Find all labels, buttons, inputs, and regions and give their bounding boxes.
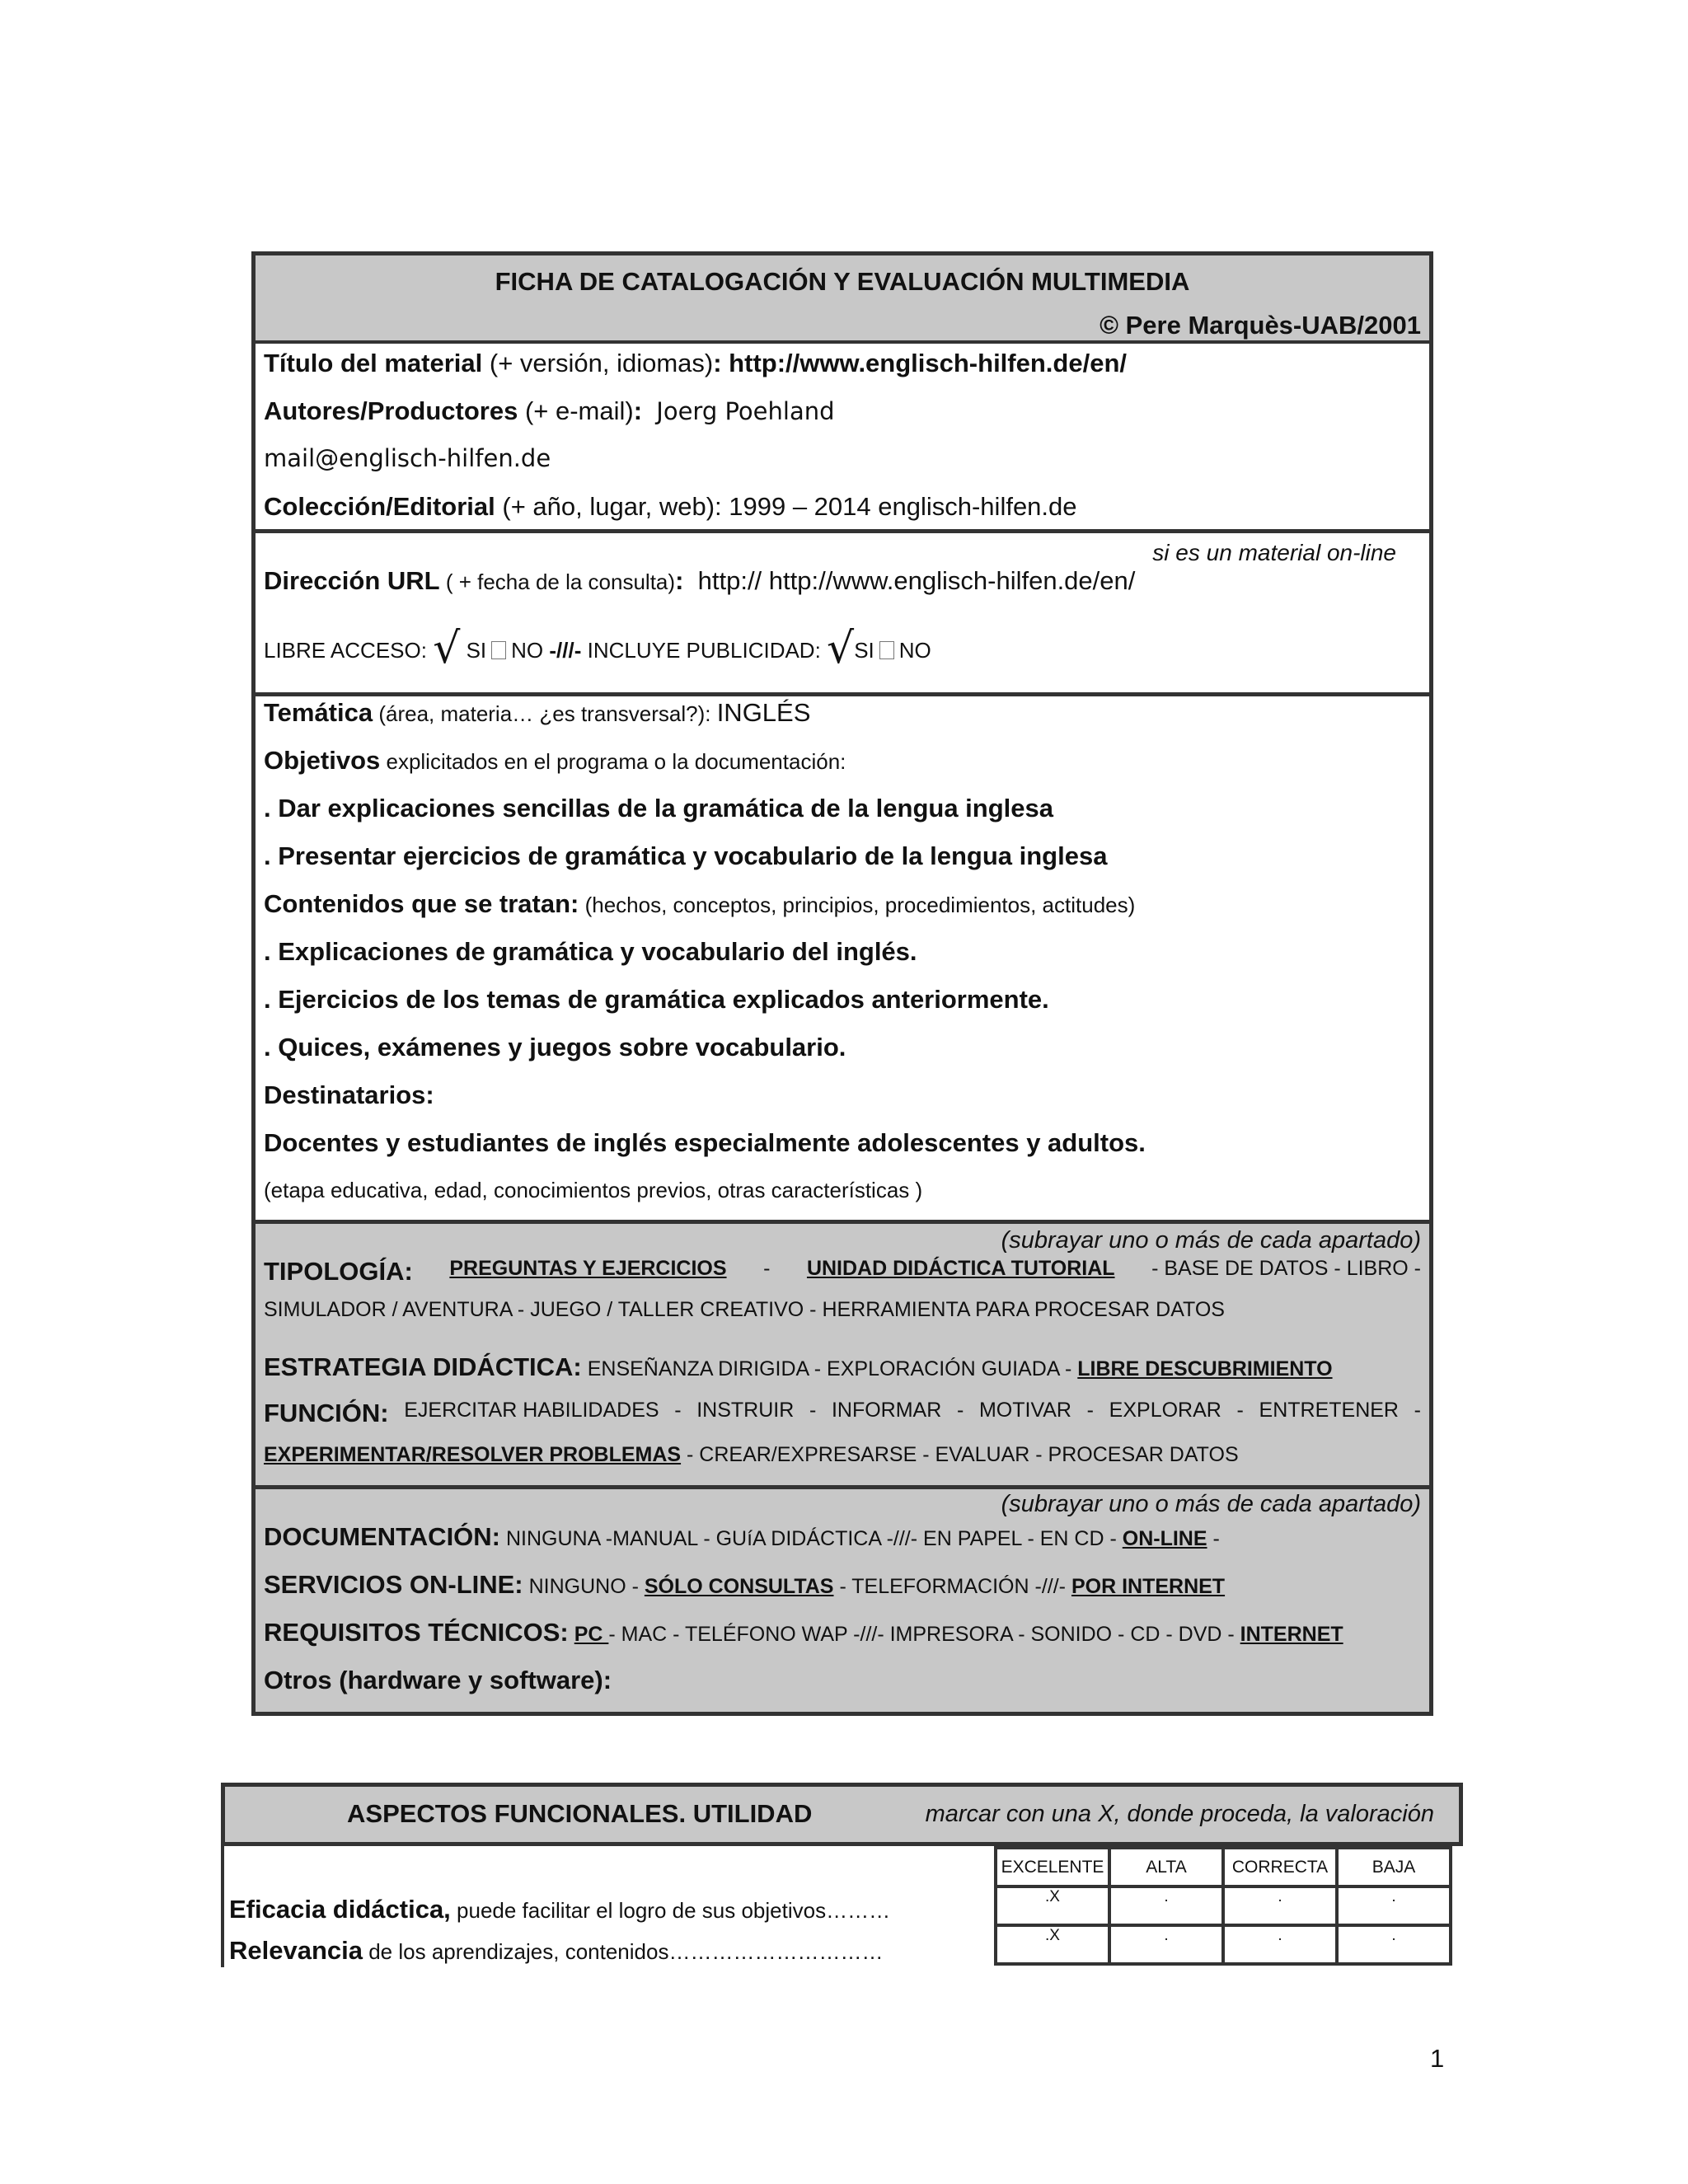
typology-section — [256, 1224, 1429, 1489]
services-rest: NINGUNO - — [523, 1575, 645, 1598]
checkbox-icon — [491, 641, 506, 659]
function-item: - — [956, 1399, 964, 1422]
topic-hint: (área, materia… ¿es transversal?): — [373, 701, 717, 726]
documentation-rest: NINGUNA -MANUAL - GUíA DIDÁCTICA -///- EN PAPEL - EN CD - — [500, 1527, 1123, 1550]
rating-grid — [994, 1846, 1452, 1966]
title-hint: (+ versión, idiomas) — [482, 349, 714, 377]
requirements-label: REQUISITOS TÉCNICOS: — [264, 1618, 569, 1647]
contents-line — [264, 889, 1421, 919]
authors-value: Joerg Poehland — [656, 397, 835, 425]
criterion-row — [229, 1895, 890, 1924]
services-label: SERVICIOS ON-LINE: — [264, 1570, 523, 1599]
requirements-line — [264, 1618, 1421, 1647]
strategy-rest: ENSEÑANZA DIRIGIDA - EXPLORACIÓN GUIADA - — [581, 1357, 1078, 1380]
typology-selected: PREGUNTAS Y EJERCICIOS — [449, 1257, 727, 1280]
url-line — [264, 566, 1421, 596]
topic-label: Temática — [264, 698, 373, 727]
title-value: : http://www.englisch-hilfen.de/en/ — [713, 349, 1127, 377]
criterion-label: Relevancia — [229, 1936, 363, 1965]
function-item: - — [674, 1399, 682, 1422]
rating-column-header: ALTA — [1109, 1848, 1223, 1886]
requirements-mid: - MAC - TELÉFONO WAP -///- IMPRESORA - SONIDO - CD - DVD - — [608, 1623, 1240, 1646]
url-colon: : — [675, 566, 684, 595]
author-email: mail@englisch-hilfen.de — [264, 444, 551, 472]
authors-line — [264, 396, 1421, 426]
rating-column-header: CORRECTA — [1223, 1848, 1337, 1886]
content-item: . Quices, exámenes y juegos sobre vocabulario. — [264, 1033, 846, 1062]
objective-item: . Presentar ejercicios de gramática y vocabulario de la lengua inglesa — [264, 841, 1108, 870]
rating-cell[interactable]: . — [1337, 1925, 1451, 1964]
documentation-section — [256, 1489, 1429, 1712]
function-item: - — [809, 1399, 817, 1422]
title-line — [264, 349, 1421, 378]
authors-label: Autores/Productores — [264, 396, 518, 425]
contents-label: Contenidos que se tratan: — [264, 889, 579, 918]
page-number: 1 — [1430, 2044, 1445, 2073]
criterion-label: Eficacia didáctica, — [229, 1895, 451, 1924]
url-hint: ( + fecha de la consulta) — [439, 569, 676, 594]
rating-cell[interactable]: . — [1223, 1925, 1337, 1964]
content-item: . Explicaciones de gramática y vocabulario del inglés. — [264, 937, 917, 966]
collection-label: Colección/Editorial — [264, 492, 495, 521]
topic-line — [264, 698, 1421, 728]
checkmark-icon: √ — [433, 624, 461, 673]
sheet-header — [256, 255, 1429, 344]
functional-aspects — [221, 1783, 1463, 1967]
objectives-line — [264, 746, 1421, 776]
documentation-selected: ON-LINE — [1122, 1527, 1207, 1550]
criterion-row — [229, 1936, 883, 1966]
documentation-line — [264, 1522, 1421, 1552]
typology-line-2: SIMULADOR / AVENTURA - JUEGO / TALLER CREATIVO - HERRAMIENTA PARA PROCESAR DATOS — [264, 1298, 1225, 1321]
sheet-title: FICHA DE CATALOGACIÓN Y EVALUACIÓN MULTIMEDIA — [495, 267, 1190, 296]
function-item: EXPLORAR — [1109, 1399, 1221, 1422]
functional-aspects-title: ASPECTOS FUNCIONALES. UTILIDAD — [347, 1799, 813, 1828]
checkmark-icon: √ — [827, 624, 855, 673]
online-note: si es un material on-line — [1152, 540, 1396, 565]
table-left-border — [221, 1846, 224, 1967]
rating-cell[interactable]: .X — [996, 1925, 1109, 1964]
separator: -///- — [549, 638, 582, 663]
objective-item: . Dar explicaciones sencillas de la gramática de la lengua inglesa — [264, 794, 1053, 823]
authors-hint: (+ e-mail) — [518, 396, 634, 425]
typology-rest: - BASE DE DATOS - LIBRO - — [1151, 1257, 1421, 1280]
function-item: - — [1086, 1399, 1094, 1422]
function-item: MOTIVAR — [978, 1399, 1071, 1422]
strategy-label: ESTRATEGIA DIDÁCTICA: — [264, 1352, 582, 1381]
services-selected: POR INTERNET — [1071, 1575, 1226, 1598]
url-value: http:// http://www.englisch-hilfen.de/en/ — [697, 566, 1136, 595]
documentation-note: (subrayar uno o más de cada apartado) — [1001, 1491, 1421, 1517]
free-access-no: NO — [511, 638, 544, 663]
content-section — [256, 696, 1429, 1224]
services-line — [264, 1570, 1421, 1600]
function-item: - — [1414, 1399, 1421, 1422]
rating-cell[interactable]: . — [1109, 1886, 1223, 1925]
audience-hint: (etapa educativa, edad, conocimientos previos, otras características ) — [264, 1178, 923, 1202]
collection-line — [264, 492, 1421, 522]
objectives-label: Objetivos — [264, 746, 381, 775]
checkbox-icon — [879, 641, 894, 659]
rating-column-header: BAJA — [1337, 1848, 1451, 1886]
rating-cell[interactable]: .X — [996, 1886, 1109, 1925]
requirements-selected: INTERNET — [1240, 1623, 1343, 1646]
rating-cell[interactable]: . — [1109, 1925, 1223, 1964]
services-selected: SÓLO CONSULTAS — [644, 1575, 834, 1598]
function-item: ENTRETENER — [1259, 1399, 1399, 1422]
catalog-sheet — [251, 251, 1433, 1716]
requirements-selected: PC — [574, 1623, 609, 1646]
contents-hint: (hechos, conceptos, principios, procedimientos, actitudes) — [579, 893, 1136, 917]
function-item: EJERCITAR HABILIDADES — [404, 1399, 659, 1422]
rating-row — [996, 1925, 1451, 1964]
url-label: Dirección URL — [264, 566, 440, 595]
objectives-hint: explicitados en el programa o la documentación: — [380, 749, 846, 774]
collection-value: (+ año, lugar, web): 1999 – 2014 englisch-hilfen.de — [495, 492, 1077, 521]
other-requirements-label: Otros (hardware y software): — [264, 1666, 612, 1694]
ads-no: NO — [898, 638, 931, 663]
criterion-desc: puede facilitar el logro de sus objetivos……… — [450, 1898, 891, 1923]
ads-yes: SI — [854, 638, 874, 663]
typology-selected: UNIDAD DIDÁCTICA TUTORIAL — [806, 1257, 1115, 1280]
content-item: . Ejercicios de los temas de gramática explicados anteriormente. — [264, 985, 1049, 1014]
strategy-line — [264, 1352, 1421, 1382]
function-item: - — [1236, 1399, 1244, 1422]
typology-note: (subrayar uno o más de cada apartado) — [1001, 1227, 1421, 1254]
copyright: © Pere Marquès-UAB/2001 — [1100, 311, 1421, 340]
typology-line: TIPOLOGÍA: PREGUNTAS Y EJERCICIOS - UNIDAD DIDÁCTICA TUTORIAL - BASE DE DATOS - LIBRO - — [264, 1257, 1421, 1286]
topic-value: INGLÉS — [716, 698, 811, 727]
rating-header-row — [996, 1848, 1451, 1886]
function-label: FUNCIÓN: — [264, 1399, 389, 1427]
functional-aspects-header — [221, 1783, 1463, 1846]
online-section — [256, 533, 1429, 696]
function-item: INFORMAR — [831, 1399, 942, 1422]
function-selected: EXPERIMENTAR/RESOLVER PROBLEMAS — [264, 1443, 682, 1466]
rating-cell[interactable]: . — [1223, 1886, 1337, 1925]
documentation-end: - — [1207, 1527, 1220, 1550]
documentation-label: DOCUMENTACIÓN: — [264, 1522, 501, 1551]
function-line — [264, 1399, 1421, 1428]
function-rest: - CREAR/EXPRESARSE - EVALUAR - PROCESAR DATOS — [681, 1443, 1239, 1466]
audience-value: Docentes y estudiantes de inglés especialmente adolescentes y adultos. — [264, 1128, 1146, 1157]
functional-aspects-note: marcar con una X, donde proceda, la valoración — [925, 1801, 1434, 1827]
criterion-desc: de los aprendizajes, contenidos………………………… — [363, 1939, 884, 1964]
services-mid: - TELEFORMACIÓN -///- — [833, 1575, 1071, 1598]
title-label: Título del material — [264, 349, 483, 377]
rating-cell[interactable]: . — [1337, 1886, 1451, 1925]
audience-label: Destinatarios: — [264, 1080, 434, 1109]
typology-label: TIPOLOGÍA: — [264, 1257, 413, 1286]
ads-label: INCLUYE PUBLICIDAD: — [587, 638, 821, 663]
strategy-selected: LIBRE DESCUBRIMIENTO — [1077, 1357, 1333, 1380]
access-line — [264, 624, 1421, 673]
identification-section — [256, 344, 1429, 533]
function-item: INSTRUIR — [696, 1399, 795, 1422]
rating-column-header: EXCELENTE — [996, 1848, 1109, 1886]
authors-colon: : — [633, 396, 643, 425]
rating-row — [996, 1886, 1451, 1925]
free-access-yes: SI — [466, 638, 487, 663]
function-line-2 — [264, 1443, 1421, 1467]
free-access-label: LIBRE ACCESO: — [264, 638, 427, 663]
